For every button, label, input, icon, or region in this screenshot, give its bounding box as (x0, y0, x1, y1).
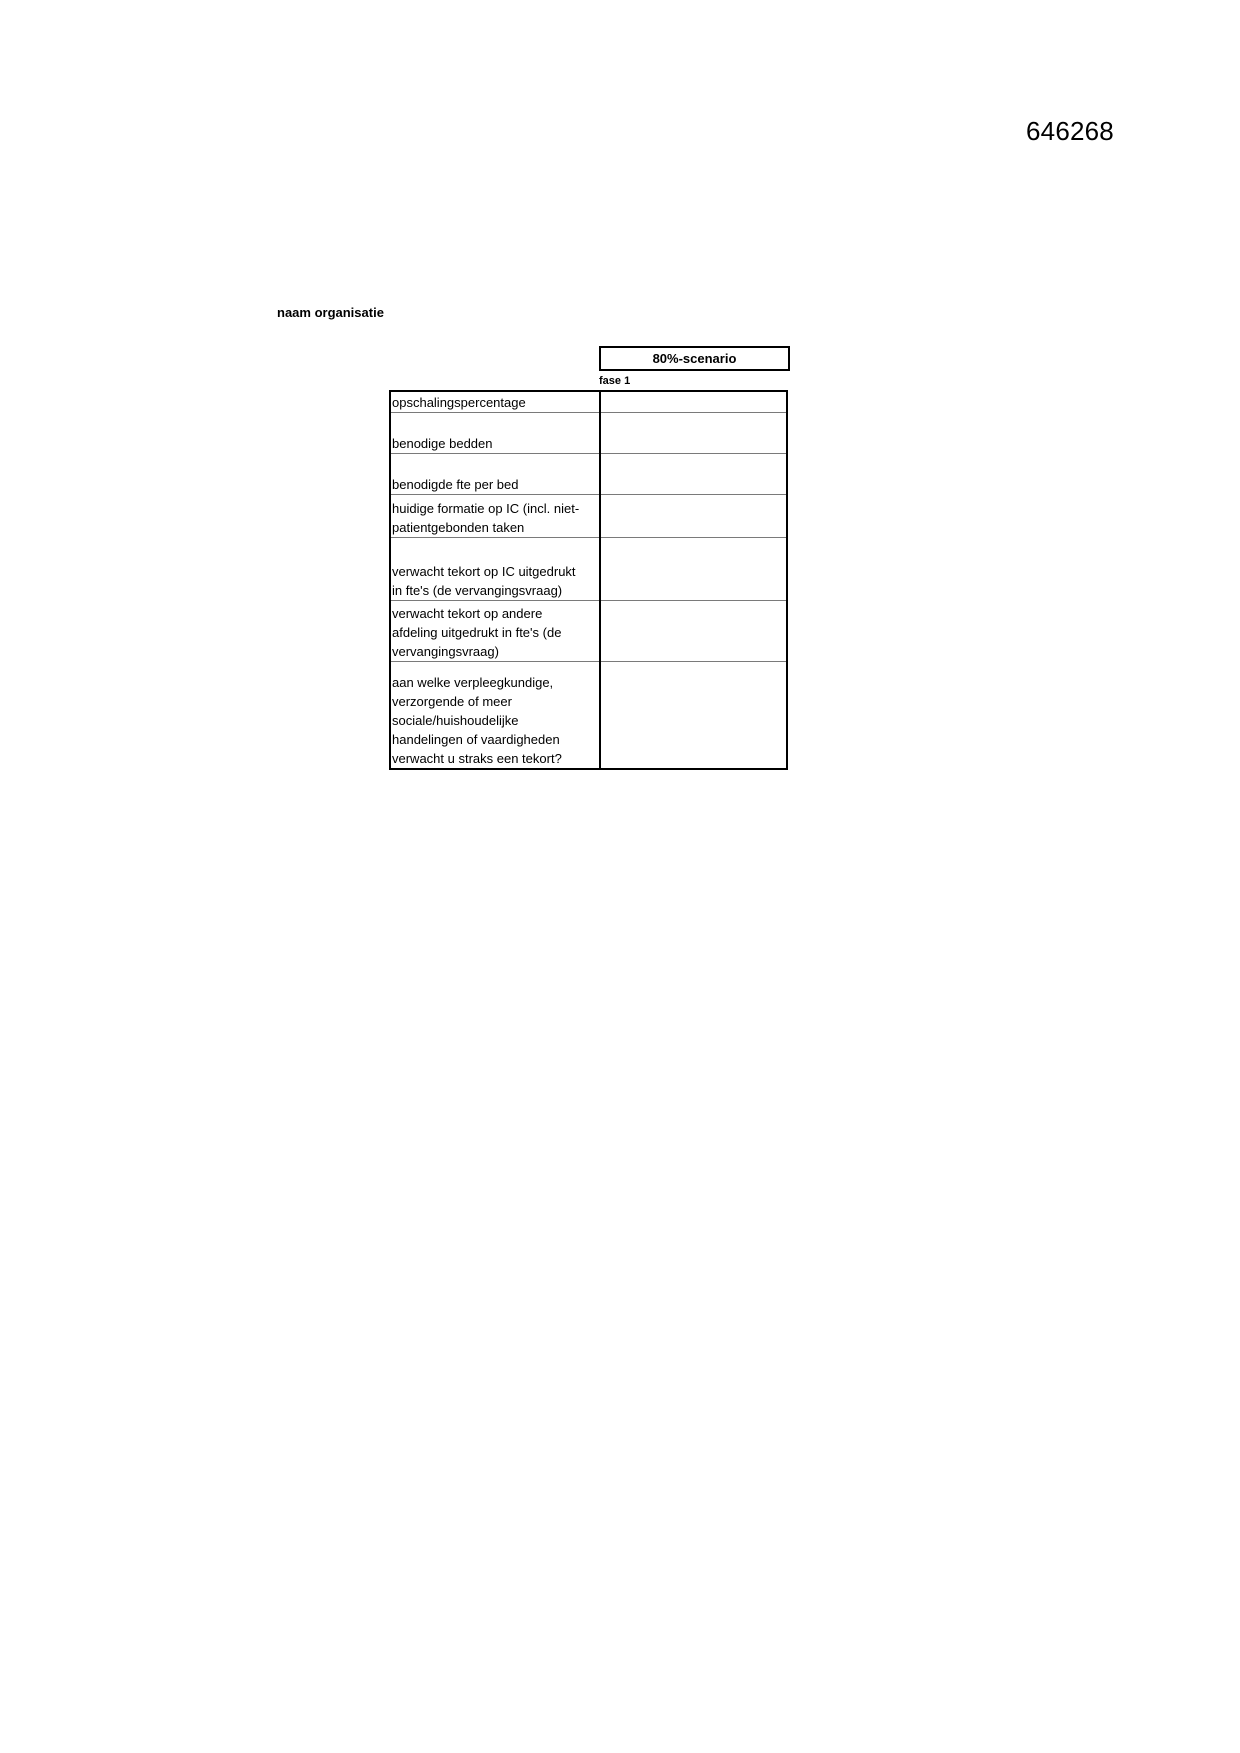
answer-cell[interactable] (600, 391, 787, 413)
question-cell: benodige bedden (390, 413, 600, 454)
answer-cell[interactable] (600, 454, 787, 495)
question-cell: aan welke verpleegkundige, verzorgende of meer sociale/huishoudelijke handelingen of vaardigheden verwacht u straks een tekort? (390, 662, 600, 770)
staffing-form (389, 346, 789, 770)
staffing-table (389, 390, 788, 770)
question-cell: opschalingspercentage (390, 391, 600, 413)
question-cell: verwacht tekort op andere afdeling uitgedrukt in fte's (de vervangingsvraag) (390, 601, 600, 662)
question-cell: huidige formatie op IC (incl. niet- patientgebonden taken (390, 495, 600, 538)
table-row (390, 662, 787, 770)
answer-cell[interactable] (600, 662, 787, 770)
question-cell: benodigde fte per bed (390, 454, 600, 495)
table-row (390, 413, 787, 454)
table-row (390, 454, 787, 495)
document-number: 646268 (1026, 116, 1114, 146)
question-cell: verwacht tekort op IC uitgedrukt in fte's (de vervangingsvraag) (390, 538, 600, 601)
answer-cell[interactable] (600, 413, 787, 454)
phase-label: fase 1 (599, 375, 631, 387)
table-row (390, 601, 787, 662)
table-row (390, 538, 787, 601)
answer-cell[interactable] (600, 538, 787, 601)
answer-cell[interactable] (600, 601, 787, 662)
table-row (390, 495, 787, 538)
organisation-name-label: naam organisatie (277, 305, 384, 320)
scenario-header: 80%-scenario (599, 346, 790, 371)
table-row (390, 391, 787, 413)
answer-cell[interactable] (600, 495, 787, 538)
